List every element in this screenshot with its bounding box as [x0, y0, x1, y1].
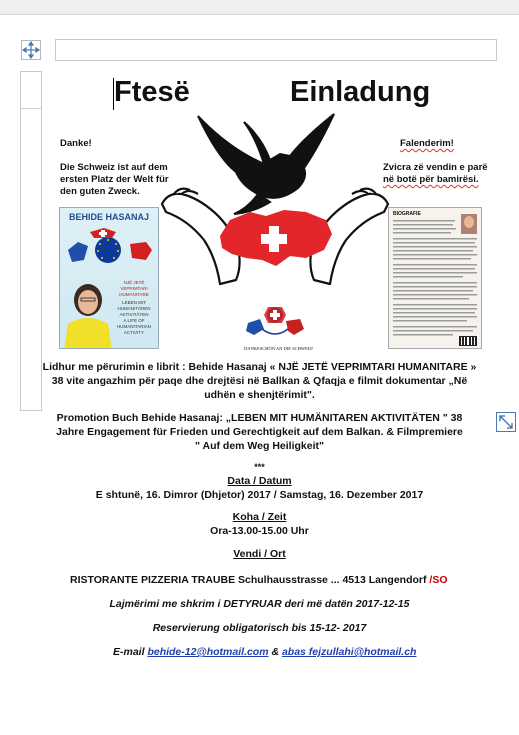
book-cover-image — [59, 207, 159, 349]
registration-de: Reservierung obligatorisch bis 15-12- 2017 — [152, 622, 367, 634]
book-author: BEHIDE HASANAJ — [68, 212, 149, 222]
book-back-heading: BIOGRAFIE — [393, 211, 421, 217]
intro-sq-line: udhën e shenjtërimit". — [204, 389, 315, 401]
email-separator: & — [268, 646, 282, 658]
email-link-abas[interactable]: abas fejzullahi@hotmail.ch — [281, 646, 417, 658]
right-note-line: Zvicra zë vendin e parë — [383, 162, 488, 173]
move-handle[interactable] — [21, 40, 41, 60]
intro-sq-line: 38 vite angazhim për paqe dhe drejtësi në Ballkan & Qfaqja e filmit dokumentar „Në — [51, 375, 468, 387]
dove-hands-swiss-map-illustration — [158, 108, 392, 288]
left-note-line: den guten Zweck. — [60, 186, 140, 197]
venue-value — [70, 574, 448, 586]
email-line — [113, 646, 416, 658]
registration-sq: Lajmërimi me shkrim i DETYRUAR deri më datën 2017-12-15 — [109, 598, 410, 610]
move-arrows-icon — [22, 41, 40, 59]
left-note-line: Die Schweiz ist auf dem — [60, 162, 168, 173]
window-top-bar — [0, 0, 519, 15]
right-note-line: në botë për bamirësi. — [383, 174, 479, 185]
book-subtitle-en: A LIFE OF HUMANITARIAN ACTIVITY — [117, 318, 151, 335]
venue-address: RISTORANTE PIZZERIA TRAUBE Schulhausstrasse ... 4513 Langendorf — [70, 574, 427, 586]
book-subtitle-sq: NJË JETË VEPRIMTARI HUMANITARE — [119, 280, 149, 297]
separator: *** — [254, 462, 265, 472]
intro-sq-line: Lidhur me përurimin e librit : Behide Hasanaj « NJË JETË VEPRIMTARI HUMANITARE » — [42, 361, 477, 373]
right-note-heading: Falenderim! — [400, 138, 454, 149]
dove-icon — [198, 114, 334, 214]
side-text-frame[interactable] — [20, 71, 42, 411]
venue-canton: /SO — [426, 574, 448, 586]
left-note-heading: Danke! — [60, 138, 92, 149]
logo-caption: DANKESCHÖN AN DIE SCHWEIZ! — [244, 346, 314, 351]
intro-de-line: " Auf dem Weg Heiligkeit" — [195, 440, 324, 452]
left-note-line: ersten Platz der Welt für — [60, 174, 169, 185]
time-label: Koha / Zeit — [232, 511, 287, 523]
time-value: Ora-13.00-15.00 Uhr — [210, 525, 309, 537]
header-text-box[interactable] — [55, 39, 497, 61]
date-label: Data / Datum — [227, 475, 292, 487]
venue-label: Vendi / Ort — [233, 548, 286, 560]
flags-logo — [240, 303, 310, 345]
intro-de-line: Promotion Buch Behide Hasanaj: „LEBEN MIT HUMÄNITAREN AKTIVITÄTEN " 38 — [56, 412, 463, 424]
book-back-cover-image — [388, 207, 482, 349]
title-german: Einladung — [290, 76, 431, 108]
book-back-art — [389, 208, 482, 349]
email-label: E-mail — [113, 646, 145, 658]
intro-de-line: Jahre Engagement für Frieden und Gerechtigkeit auf dem Balkan. & Filmpremiere — [56, 426, 463, 438]
email-link-behide[interactable]: behide-12@hotmail.com — [147, 646, 269, 658]
book-subtitle-de: LEBEN MIT HUMANITÄREN AKTIVITÄTEN — [117, 300, 151, 317]
date-value: E shtunë, 16. Dimror (Dhjetor) 2017 / Samstag, 16. Dezember 2017 — [95, 489, 424, 501]
title-albanian: Ftesë — [114, 76, 190, 108]
